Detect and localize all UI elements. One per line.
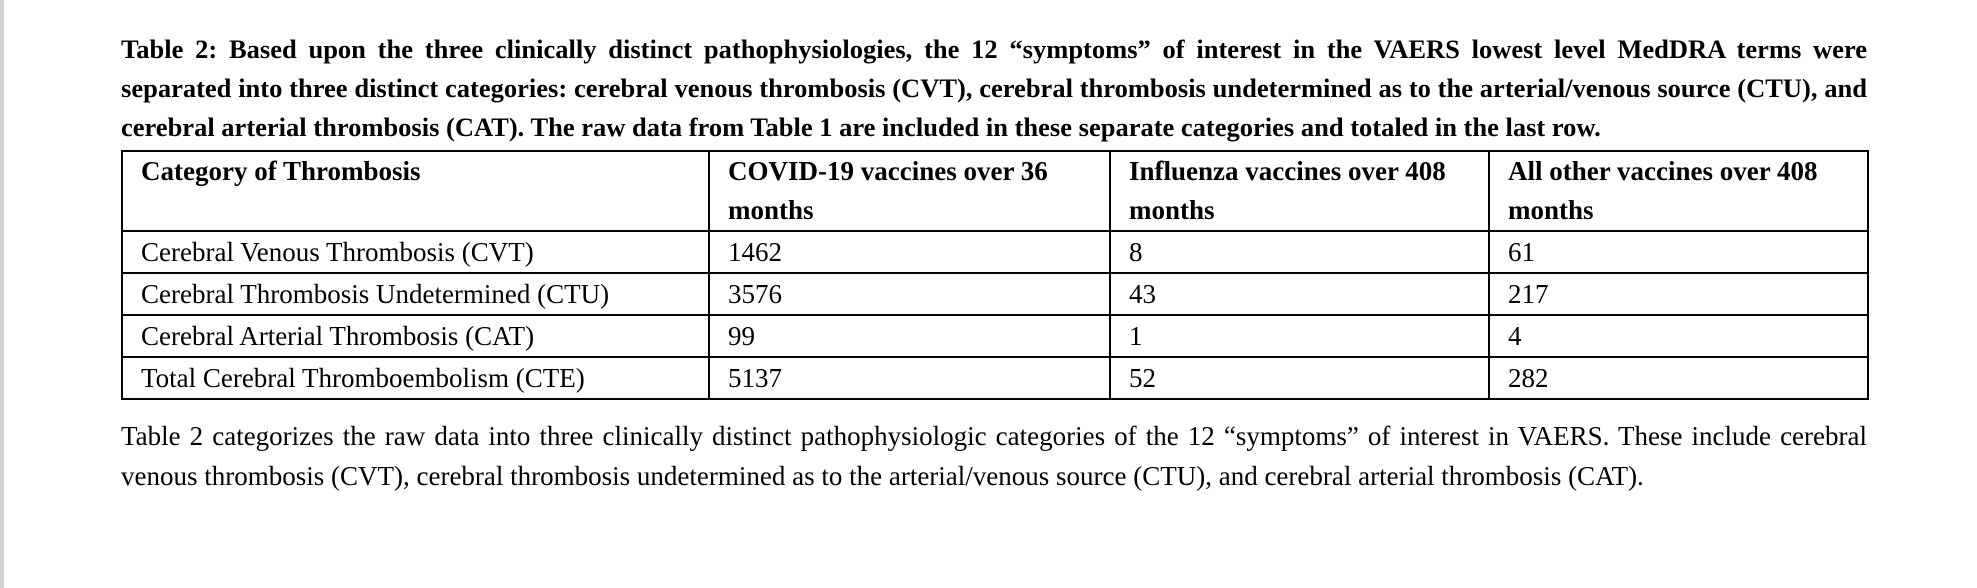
thrombosis-table: [121, 150, 1869, 400]
cell-other: 282: [1489, 357, 1868, 399]
table-row-cvt: [122, 231, 1868, 273]
row-label: Cerebral Venous Thrombosis (CVT): [122, 231, 709, 273]
cell-influenza: 8: [1110, 231, 1489, 273]
table-row-cat: [122, 315, 1868, 357]
table-header-row: [122, 151, 1868, 231]
cell-other: 61: [1489, 231, 1868, 273]
cell-covid19: 99: [709, 315, 1110, 357]
table-row-total: [122, 357, 1868, 399]
header-covid19: COVID-19 vaccines over 36 months: [709, 151, 1110, 231]
page-left-edge: [0, 0, 4, 588]
row-label: Total Cerebral Thromboembolism (CTE): [122, 357, 709, 399]
cell-other: 4: [1489, 315, 1868, 357]
row-label: Cerebral Arterial Thrombosis (CAT): [122, 315, 709, 357]
table-caption: Table 2: Based upon the three clinically distinct pathophysiologies, the 12 “symptoms” of interest in the VAERS lowest level MedDRA terms were separated into three distinct categories: cerebral venous thrombosis (CVT), cerebral thrombosis undetermined as to the arterial/venous source (CTU), and cerebral arterial thrombosis (CAT). The raw data from Table 1 are included in these separate categories and totaled in the last row.: [121, 34, 1867, 142]
header-other-vaccines: All other vaccines over 408 months: [1489, 151, 1868, 231]
body-paragraph: Table 2 categorizes the raw data into three clinically distinct pathophysiologic categories of the 12 “symptoms” of interest in VAERS. These include cerebral venous thrombosis (CVT), cerebral thrombosis undetermined as to the arterial/venous source (CTU), and cerebral arterial thrombosis (CAT).: [121, 421, 1867, 491]
cell-influenza: 52: [1110, 357, 1489, 399]
document-content: [121, 30, 1867, 496]
header-influenza: Influenza vaccines over 408 months: [1110, 151, 1489, 231]
table-row-ctu: [122, 273, 1868, 315]
cell-influenza: 43: [1110, 273, 1489, 315]
cell-covid19: 1462: [709, 231, 1110, 273]
cell-other: 217: [1489, 273, 1868, 315]
cell-covid19: 5137: [709, 357, 1110, 399]
header-category: Category of Thrombosis: [122, 151, 709, 231]
row-label: Cerebral Thrombosis Undetermined (CTU): [122, 273, 709, 315]
cell-influenza: 1: [1110, 315, 1489, 357]
cell-covid19: 3576: [709, 273, 1110, 315]
